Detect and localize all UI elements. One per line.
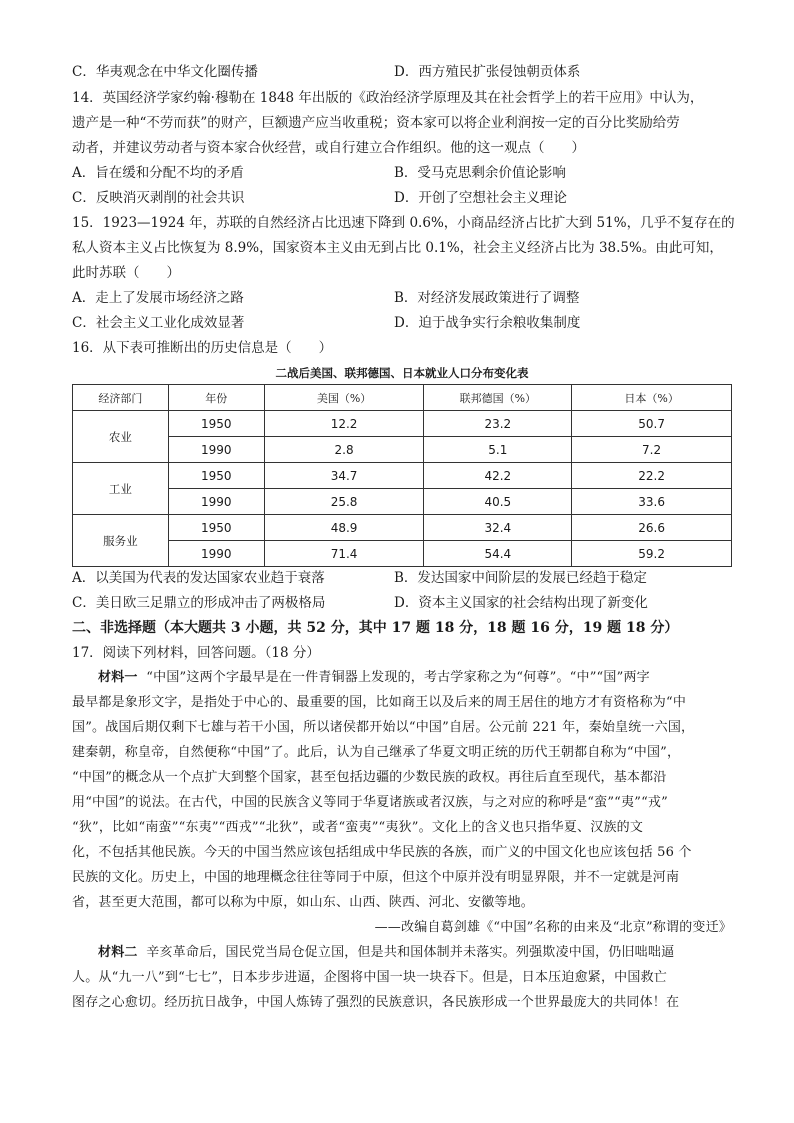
q14-option-c: C．反映消灭剥削的社会共识 [72, 190, 245, 206]
q15-stem-line-2: 私人资本主义占比恢复为 8.9%，国家资本主义由无到占比 0.1%，社会主义经济占比为 38.5%。由此可知， [72, 240, 723, 256]
q14-stem-line-1: 14．英国经济学家约翰·穆勒在 1848 年出版的《政治经济学原理及其在社会哲学上的若干应用》中认为， [72, 90, 704, 106]
section-heading: 二、非选择题（本大题共 3 小题，共 52 分，其中 17 题 18 分，18 题 16 分，19 题 18 分） [72, 620, 679, 636]
cell-usa: 2.8 [264, 437, 424, 463]
cell-year: 1950 [168, 463, 264, 489]
table-row [73, 489, 732, 515]
q14-option-d: D．开创了空想社会主义理论 [394, 190, 567, 206]
header-west-germany: 联邦德国（%） [424, 385, 572, 411]
cell-west-germany: 40.5 [424, 489, 572, 515]
cell-usa: 71.4 [264, 541, 424, 567]
q17-stem: 17．阅读下列材料，回答问题。（18 分） [72, 645, 320, 661]
header-usa: 美国（%） [264, 385, 424, 411]
material-1-line: 国”。战国后期仅剩下七雄与若干小国，所以诸侯都开始以“中国”自居。公元前 221 年，秦始皇统一六国， [72, 720, 695, 735]
cell-japan: 26.6 [572, 515, 732, 541]
sector-agriculture: 农业 [73, 411, 169, 463]
q15-option-b: B．对经济发展政策进行了调整 [394, 290, 580, 306]
q16-option-c: C．美日欧三足鼎立的形成冲击了两极格局 [72, 595, 326, 611]
material-2-line: 图存之心愈切。经历抗日战争，中国人炼铸了强烈的民族意识，各民族形成一个世界最庞大的共同体！在 [72, 995, 680, 1010]
material-1-line: 民族的文化。历史上，中国的地理概念往往等同于中原，但这个中原并没有明显界限，并不一定就是河南 [72, 870, 680, 885]
cell-year: 1950 [168, 515, 264, 541]
header-japan: 日本（%） [572, 385, 732, 411]
cell-year: 1990 [168, 489, 264, 515]
cell-japan: 22.2 [572, 463, 732, 489]
q14-stem-line-3: 动者，并建议劳动者与资本家合伙经营，或自行建立合作组织。他的这一观点（ ） [72, 140, 585, 156]
q14-option-b: B．受马克思剩余价值论影响 [394, 165, 566, 181]
material-1-line: 用“中国”的说法。在古代，中国的民族含义等同于华夏诸族或者汉族，与之对应的称呼是“蛮”“夷”“戎” [72, 795, 668, 810]
cell-west-germany: 42.2 [424, 463, 572, 489]
table-row [73, 515, 732, 541]
cell-year: 1990 [168, 541, 264, 567]
q13-option-d: D．西方殖民扩张侵蚀朝贡体系 [394, 64, 581, 80]
cell-west-germany: 5.1 [424, 437, 572, 463]
material-1-line: 省，甚至更大范围，都可以称为中原，如山东、山西、陕西、河北、安徽等地。 [72, 895, 535, 910]
material-1-line-1 [98, 668, 732, 688]
q15-stem-line-1: 15．1923—1924 年，苏联的自然经济占比迅速下降到 0.6%，小商品经济占比扩大到 51%，几乎不复存在的 [72, 215, 735, 231]
table-row [73, 541, 732, 567]
q15-option-c: C．社会主义工业化成效显著 [72, 315, 245, 331]
material-1-label: 材料一 [98, 670, 138, 685]
header-year: 年份 [168, 385, 264, 411]
material-2-line-1 [98, 943, 732, 963]
cell-japan: 7.2 [572, 437, 732, 463]
q16-option-d: D．资本主义国家的社会结构出现了新变化 [394, 595, 648, 611]
cell-japan: 59.2 [572, 541, 732, 567]
table-title: 二战后美国、联邦德国、日本就业人口分布变化表 [275, 366, 529, 380]
cell-japan: 33.6 [572, 489, 732, 515]
material-1-text: “中国”这两个字最早是在一件青铜器上发现的，考古学家称之为“何尊”。“中”“国”两字 [146, 670, 650, 685]
cell-year: 1950 [168, 411, 264, 437]
table-row [73, 437, 732, 463]
material-2-text: 辛亥革命后，国民党当局仓促立国，但是共和国体制并未落实。列强欺凌中国，仍旧咄咄逼 [146, 945, 675, 960]
material-1-line: “狄”，比如“南蛮”“东夷”“西戎”“北狄”，或者“蛮夷”“夷狄”。文化上的含义也只指华夏、汉族的文 [72, 820, 644, 835]
material-2-label: 材料二 [98, 945, 138, 960]
cell-japan: 50.7 [572, 411, 732, 437]
cell-usa: 12.2 [264, 411, 424, 437]
sector-industry: 工业 [73, 463, 169, 515]
cell-year: 1990 [168, 437, 264, 463]
q15-stem-line-3: 此时苏联（ ） [72, 265, 180, 281]
cell-usa: 48.9 [264, 515, 424, 541]
q16-stem: 16．从下表可推断出的历史信息是（ ） [72, 340, 333, 356]
q15-option-a: A．走上了发展市场经济之路 [72, 290, 244, 306]
q16-option-a: A．以美国为代表的发达国家农业趋于衰落 [72, 570, 325, 586]
sector-services: 服务业 [73, 515, 169, 567]
table-header-row [73, 385, 732, 411]
cell-usa: 25.8 [264, 489, 424, 515]
q16-option-b: B．发达国家中间阶层的发展已经趋于稳定 [394, 570, 647, 586]
material-2-line: 人。从“九一八”到“七七”，日本步步进逼，企图将中国一块一块吞下。但是，日本压迫愈紧，中国救亡 [72, 970, 667, 985]
material-1-line: 建秦朝，称皇帝，自然便称“中国”了。此后，认为自己继承了华夏文明正统的历代王朝都自称为“中国”， [72, 745, 681, 760]
material-1-line: 化，不包括其他民族。今天的中国当然应该包括组成中华民族的各族，而广义的中国文化也应该包括 56 个 [72, 845, 692, 860]
material-1-line: “中国”的概念从一个点扩大到整个国家，甚至包括边疆的少数民族的政权。再往后直至现代，基本都沿 [72, 770, 667, 785]
employment-table [72, 384, 732, 567]
table-row [73, 463, 732, 489]
q14-stem-line-2: 遗产是一种“不劳而获”的财产，巨额遗产应当收重税；资本家可以将企业利润按一定的百分比奖励给劳 [72, 115, 680, 131]
q13-option-c: C．华夷观念在中华文化圈传播 [72, 64, 258, 80]
material-1-source: ——改编自葛剑雄《“中国”名称的由来及“北京”称谓的变迁》 [374, 920, 732, 935]
table-row [73, 411, 732, 437]
cell-west-germany: 32.4 [424, 515, 572, 541]
header-sector: 经济部门 [73, 385, 169, 411]
material-1-line: 最早都是象形文字，是指处于中心的、最重要的国，比如商王以及后来的周王居住的地方才有资格称为“中 [72, 695, 687, 710]
q15-option-d: D．迫于战争实行余粮收集制度 [394, 315, 581, 331]
cell-usa: 34.7 [264, 463, 424, 489]
q14-option-a: A．旨在缓和分配不均的矛盾 [72, 165, 244, 181]
cell-west-germany: 54.4 [424, 541, 572, 567]
cell-west-germany: 23.2 [424, 411, 572, 437]
